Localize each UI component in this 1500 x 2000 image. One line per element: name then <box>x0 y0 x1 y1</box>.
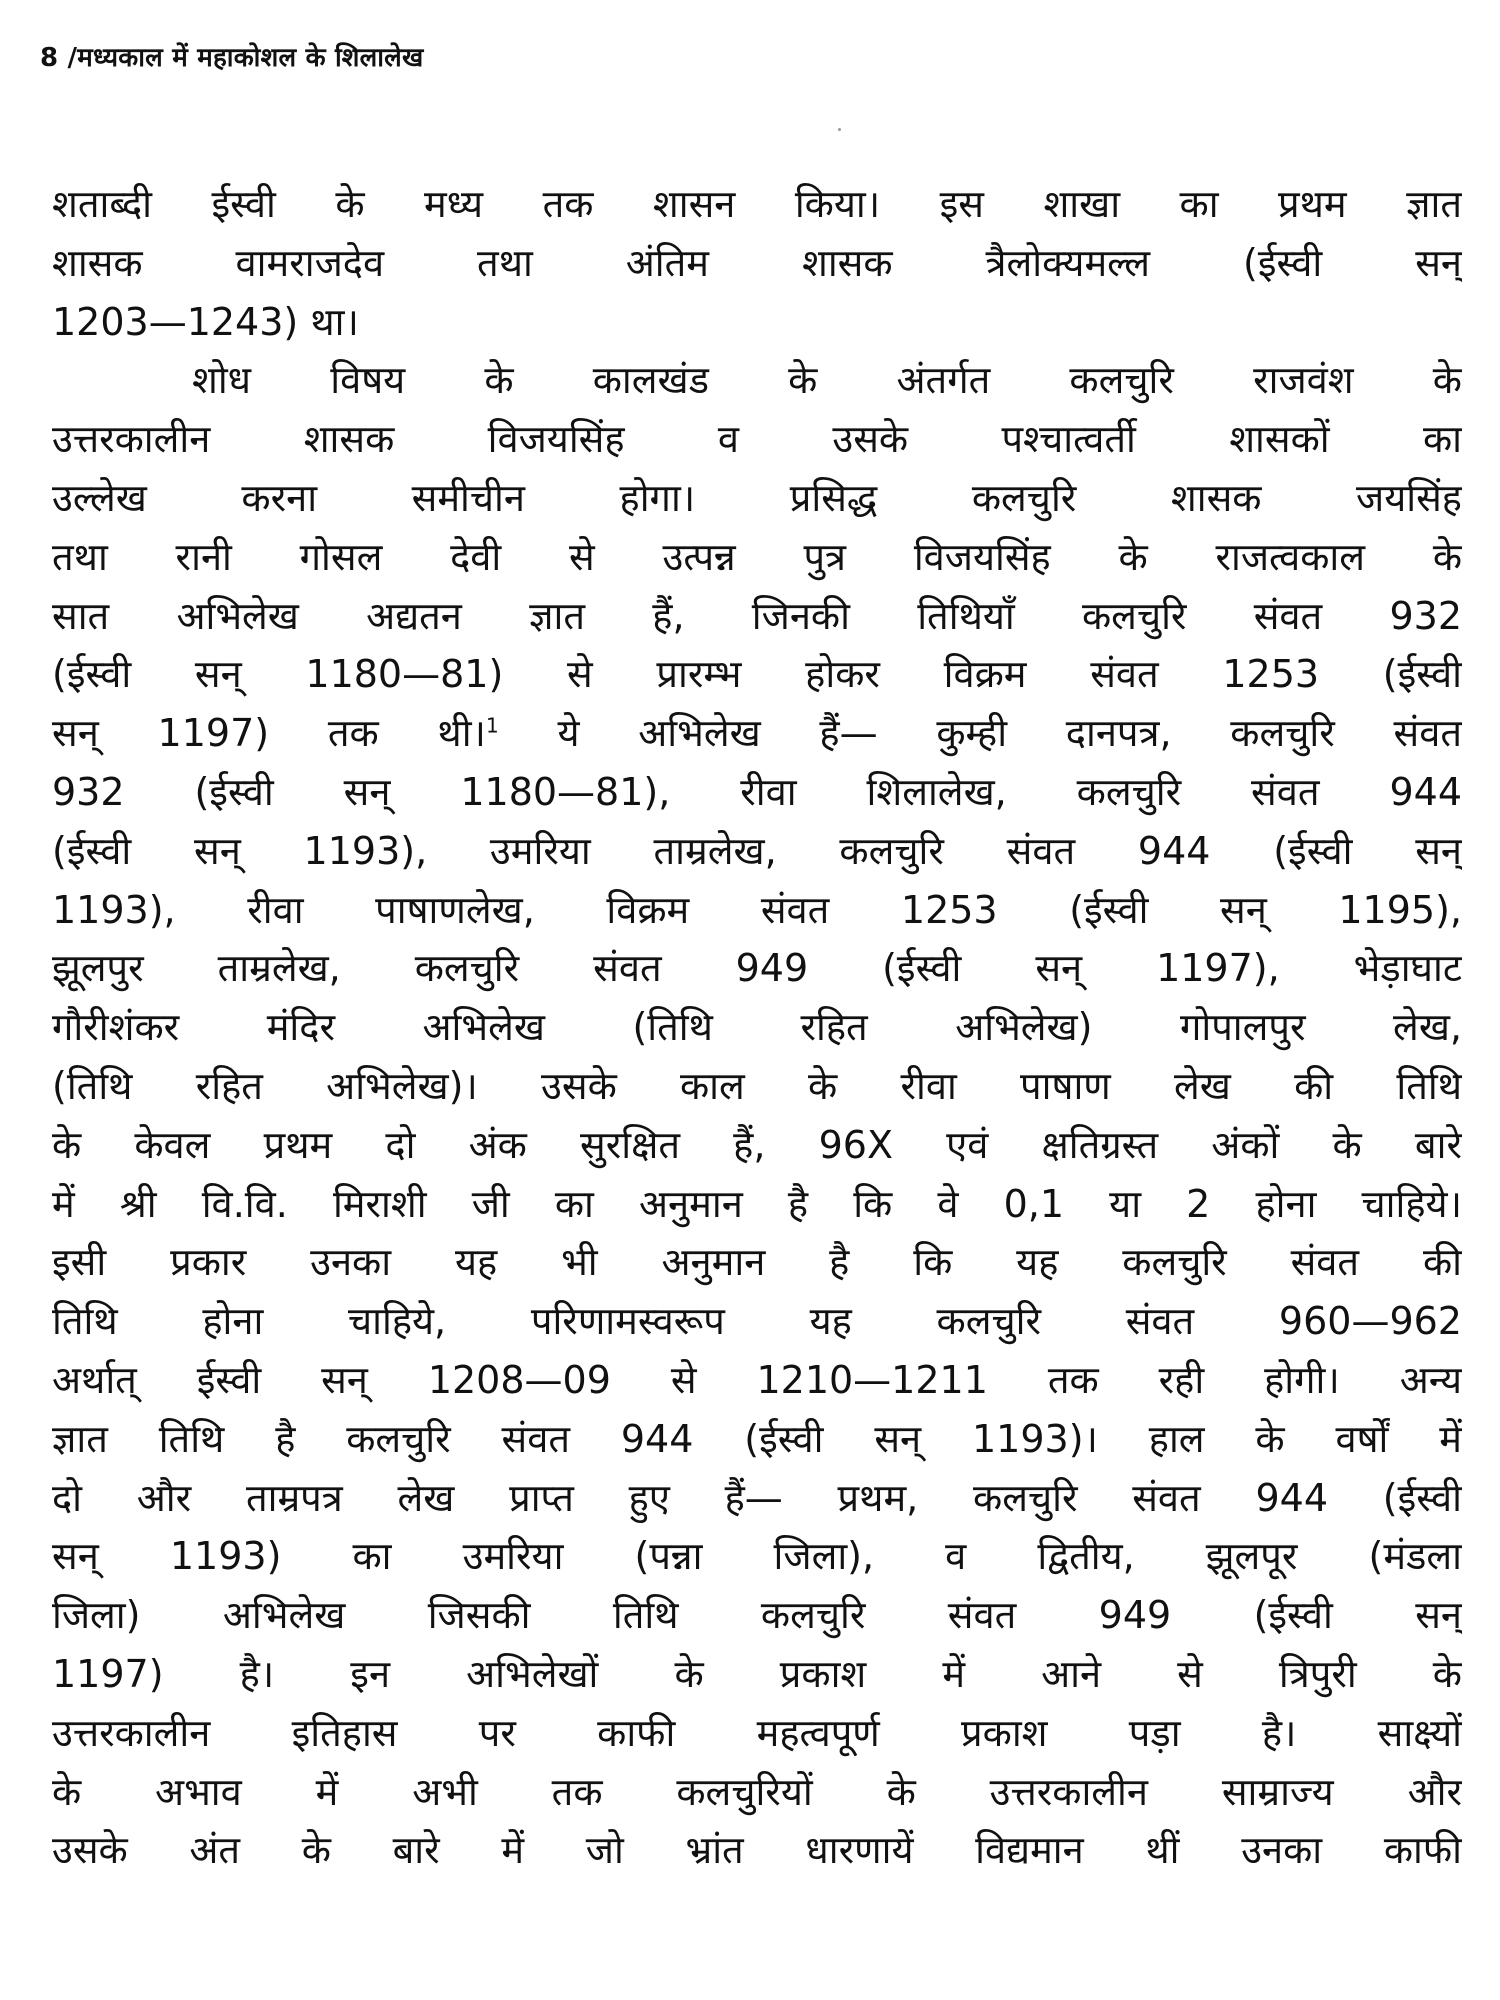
text-line: शताब्दी ईस्वी के मध्य तक शासन किया। इस शाखा का प्रथम ज्ञात <box>52 182 1462 226</box>
text-line: ज्ञात तिथि है कलचुरि संवत 944 (ईस्वी सन् 1193)। हाल के वर्षों में <box>52 1416 1462 1461</box>
footnote-reference: 1 <box>485 713 499 738</box>
text-line: उत्तरकालीन इतिहास पर काफी महत्वपूर्ण प्रकाश पड़ा है। साक्ष्यों <box>52 1710 1462 1755</box>
text-line: दो और ताम्रपत्र लेख प्राप्त हुए हैं— प्रथम, कलचुरि संवत 944 (ईस्वी <box>52 1475 1462 1520</box>
text-segment: ये अभिलेख हैं— कुम्ही दानपत्र, कलचुरि संवत <box>498 711 1462 756</box>
text-line: (ईस्वी सन् 1180—81) से प्रारम्भ होकर विक्रम संवत 1253 (ईस्वी <box>52 652 1462 697</box>
text-line: उसके अंत के बारे में जो भ्रांत धारणायें विद्यमान थीं उनका काफी <box>52 1828 1462 1873</box>
text-line: तिथि होना चाहिये, परिणामस्वरूप यह कलचुरि संवत 960—962 <box>52 1299 1462 1344</box>
text-line-with-footnote <box>52 704 1462 763</box>
text-line: 1203—1243) था। <box>52 299 359 344</box>
text-line: शासक वामराजदेव तथा अंतिम शासक त्रैलोक्यमल्ल (ईस्वी सन् <box>52 240 1462 285</box>
text-line: (तिथि रहित अभिलेख)। उसके काल के रीवा पाषाण लेख की तिथि <box>52 1063 1462 1108</box>
running-header: 8 /मध्यकाल में महाकोशल के शिलालेख <box>40 43 424 73</box>
text-line: के अभाव में अभी तक कलचुरियों के उत्तरकालीन साम्राज्य और <box>52 1769 1462 1814</box>
text-line: सात अभिलेख अद्यतन ज्ञात हैं, जिनकी तिथियाँ कलचुरि संवत 932 <box>52 593 1462 638</box>
text-line: शोध विषय के कालखंड के अंतर्गत कलचुरि राजवंश के <box>192 358 1462 403</box>
text-segment: सन् 1197) तक थी। <box>52 711 486 756</box>
text-line: (ईस्वी सन् 1193), उमरिया ताम्रलेख, कलचुरि संवत 944 (ईस्वी सन् <box>52 828 1462 873</box>
text-line: इसी प्रकार उनका यह भी अनुमान है कि यह कलचुरि संवत की <box>52 1240 1462 1285</box>
text-line: 932 (ईस्वी सन् 1180—81), रीवा शिलालेख, कलचुरि संवत 944 <box>52 769 1462 814</box>
text-line: तथा रानी गोसल देवी से उत्पन्न पुत्र विजयसिंह के राजत्वकाल के <box>52 534 1462 579</box>
text-line: में श्री वि.वि. मिराशी जी का अनुमान है कि वे 0,1 या 2 होना चाहिये। <box>52 1181 1462 1226</box>
text-line: झूलपुर ताम्रलेख, कलचुरि संवत 949 (ईस्वी सन् 1197), भेड़ाघाट <box>52 946 1462 991</box>
scan-speck <box>838 128 841 131</box>
body-text <box>52 175 1462 1880</box>
text-line: जिला) अभिलेख जिसकी तिथि कलचुरि संवत 949 (ईस्वी सन् <box>52 1593 1462 1638</box>
text-line: 1193), रीवा पाषाणलेख, विक्रम संवत 1253 (ईस्वी सन् 1195), <box>52 887 1462 932</box>
text-line: अर्थात् ईस्वी सन् 1208—09 से 1210—1211 तक रही होगी। अन्य <box>52 1357 1462 1402</box>
text-line: गौरीशंकर मंदिर अभिलेख (तिथि रहित अभिलेख) गोपालपुर लेख, <box>52 1005 1462 1050</box>
text-line: के केवल प्रथम दो अंक सुरक्षित हैं, 96X एवं क्षतिग्रस्त अंकों के बारे <box>52 1122 1462 1167</box>
text-line: उल्लेख करना समीचीन होगा। प्रसिद्ध कलचुरि शासक जयसिंह <box>52 475 1462 520</box>
text-line: सन् 1193) का उमरिया (पन्ना जिला), व द्वितीय, झूलपूर (मंडला <box>52 1534 1462 1579</box>
text-line: उत्तरकालीन शासक विजयसिंह व उसके पश्चात्वर्ती शासकों का <box>52 417 1462 462</box>
text-line: 1197) है। इन अभिलेखों के प्रकाश में आने से त्रिपुरी के <box>52 1651 1462 1696</box>
